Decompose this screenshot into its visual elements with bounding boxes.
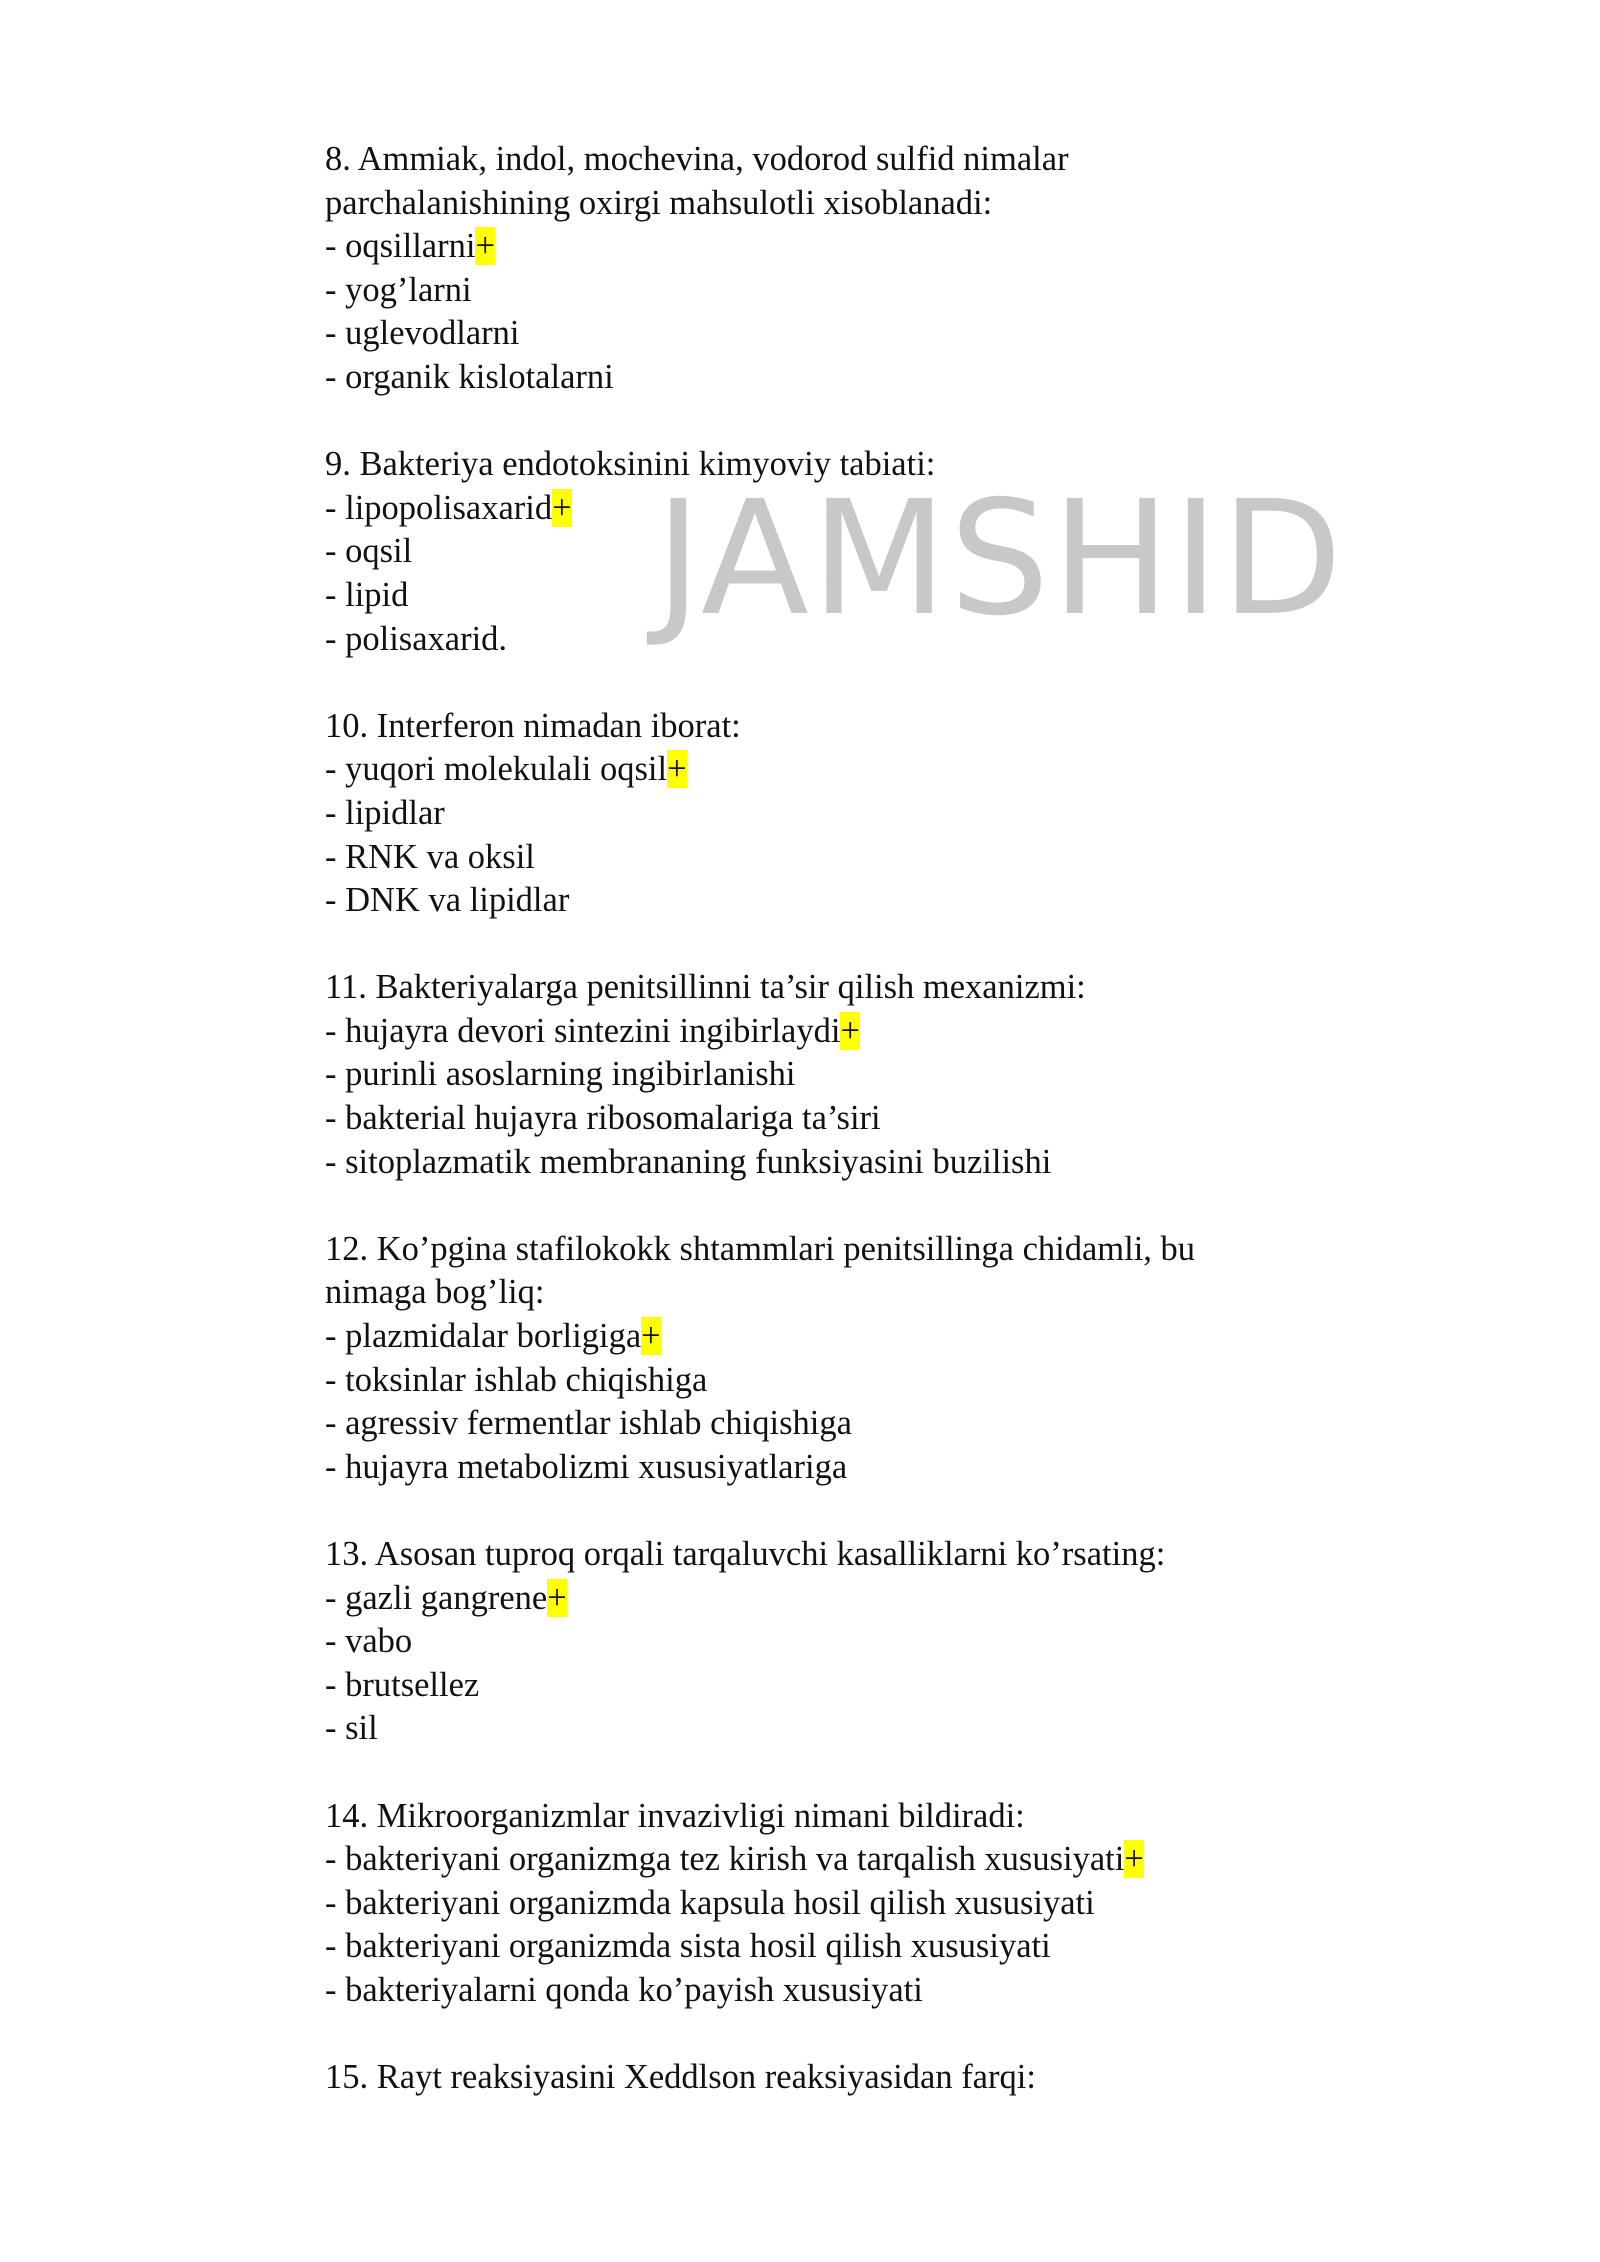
answer-option: - DNK va lipidlar (325, 881, 570, 920)
question-12 (325, 1228, 1485, 1490)
answer-option: - RNK va oksil (325, 837, 535, 876)
question-14 (325, 1795, 1485, 2013)
answer-option: - uglevodlarni (325, 314, 520, 353)
answer-option: - vabo (325, 1622, 413, 1661)
answer-option: - bakteriyalarni qonda ko’payish xususiyati (325, 1970, 923, 2009)
question-text: 12. Ko’pgina stafilokokk shtammlari penitsillinga chidamli, bu (325, 1229, 1196, 1268)
watermark: JAMSHID (655, 467, 1345, 651)
question-text: 13. Asosan tuproq orqali tarqaluvchi kasalliklarni ko’rsating: (325, 1535, 1166, 1573)
answer-option: - polisaxarid. (325, 619, 508, 658)
answer-option: - toksinlar ishlab chiqishiga (325, 1360, 708, 1399)
question-text: 15. Rayt reaksiyasini Xeddlson reaksiyasidan farqi: (325, 2058, 1036, 2097)
question-13 (325, 1533, 1485, 1751)
question-15 (325, 2056, 1485, 2100)
question-text: nimaga bog’liq: (325, 1273, 545, 1312)
answer-option: - agressiv fermentlar ishlab chiqishiga (325, 1404, 852, 1443)
question-text: parchalanishining oxirgi mahsulotli xisoblanadi: (325, 183, 993, 222)
question-10 (325, 705, 1485, 923)
answer-option-correct: - yuqori molekulali oqsil+ (325, 750, 687, 789)
document-body (325, 138, 1485, 2143)
answer-option: - bakteriyani organizmda sista hosil qilish xususiyati (325, 1927, 1051, 1966)
answer-option: - organik kislotalarni (325, 357, 614, 396)
question-text: 9. Bakteriya endotoksinini kimyoviy tabiati: (325, 445, 936, 484)
answer-option: - brutsellez (325, 1665, 480, 1704)
answer-option-correct: - oqsillarni+ (325, 227, 495, 266)
question-8 (325, 138, 1485, 400)
answer-option: - bakterial hujayra ribosomalariga ta’siri (325, 1099, 881, 1138)
correct-answer-marker: + (641, 1317, 661, 1356)
question-text: 8. Ammiak, indol, mochevina, vodorod sulfid nimalar (325, 140, 1069, 178)
answer-option: - bakteriyani organizmda kapsula hosil qilish xususiyati (325, 1883, 1095, 1922)
correct-answer-marker: + (475, 227, 495, 266)
question-text: 11. Bakteriyalarga penitsillinni ta’sir qilish mexanizmi: (325, 968, 1086, 1007)
answer-option: - yog’larni (325, 270, 472, 309)
question-text: 10. Interferon nimadan iborat: (325, 706, 741, 745)
question-text: 14. Mikroorganizmlar invazivligi nimani bildiradi: (325, 1796, 1025, 1835)
answer-option-correct: - bakteriyani organizmga tez kirish va tarqalish xususiyati+ (325, 1840, 1144, 1879)
answer-option: - purinli asoslarning ingibirlanishi (325, 1055, 796, 1094)
correct-answer-marker: + (840, 1011, 860, 1050)
correct-answer-marker: + (1124, 1840, 1144, 1879)
answer-option-correct: - lipopolisaxarid+ (325, 488, 572, 527)
answer-option: - sitoplazmatik membrananing funksiyasini buzilishi (325, 1142, 1052, 1181)
answer-option-correct: - hujayra devori sintezini ingibirlaydi+ (325, 1011, 860, 1050)
question-11 (325, 966, 1485, 1184)
correct-answer-marker: + (552, 488, 572, 527)
answer-option: - lipidlar (325, 793, 445, 832)
answer-option: - lipid (325, 575, 409, 614)
answer-option-correct: - plazmidalar borligiga+ (325, 1317, 661, 1356)
answer-option: - oqsil (325, 532, 413, 571)
correct-answer-marker: + (547, 1578, 567, 1617)
question-9 (325, 443, 1485, 661)
answer-option-correct: - gazli gangrene+ (325, 1578, 567, 1617)
answer-option: - sil (325, 1709, 378, 1748)
answer-option: - hujayra metabolizmi xususiyatlariga (325, 1447, 848, 1486)
correct-answer-marker: + (667, 750, 687, 789)
